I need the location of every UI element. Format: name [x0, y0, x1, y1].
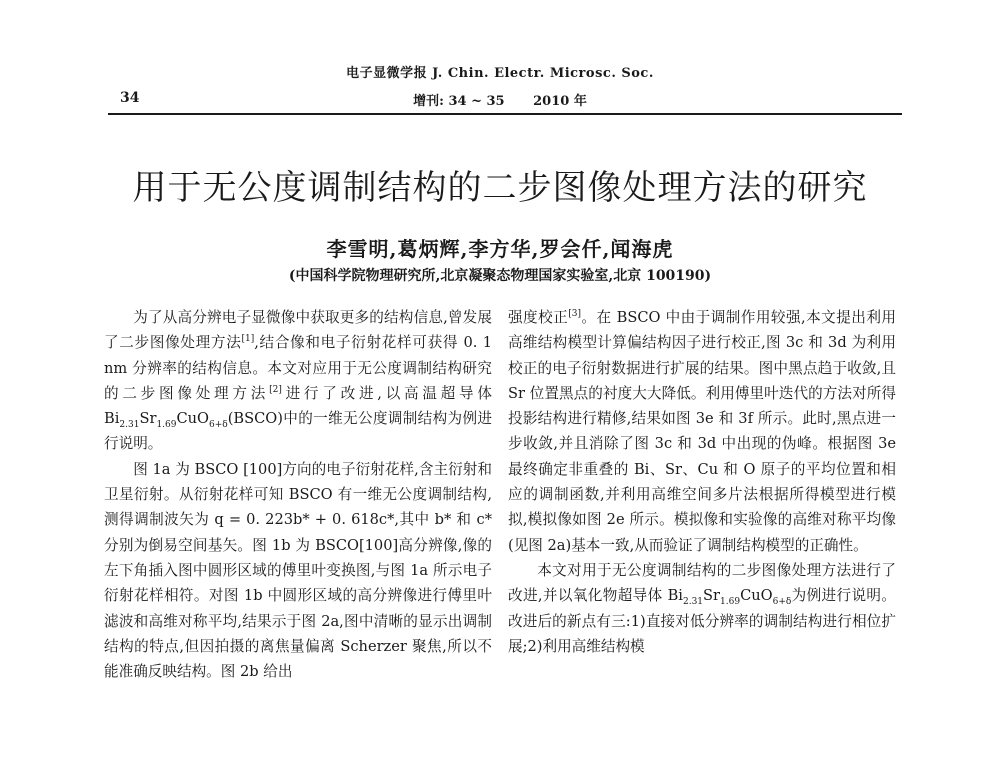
- text-run: Sr: [703, 587, 721, 605]
- paragraph-summary: [508, 558, 896, 659]
- text-run: Sr: [139, 410, 157, 428]
- subscript: 2.31: [119, 420, 140, 431]
- body-column-right: [508, 305, 896, 659]
- text-run: CuO: [740, 587, 773, 605]
- issue-year: 2010 年: [533, 94, 587, 109]
- text-run: 本文对用于无公度调制结构的二步图像处理方法进行了改进,并以氧化物超导体 Bi: [508, 561, 896, 605]
- affiliation: (中国科学院物理研究所,北京凝聚态物理国家实验室,北京 100190): [288, 268, 712, 284]
- page-number: 34: [120, 90, 140, 106]
- journal-name: 电子显微学报 J. Chin. Electr. Microsc. Soc.: [346, 66, 654, 81]
- header-rule: [108, 113, 902, 115]
- issue-info: [0, 90, 1000, 109]
- issue-pages: 增刊: 34 ~ 35: [413, 94, 505, 109]
- text-run: 为了从高分辨电子显微像中获取更多的结构信息,曾发展了二步图像处理方法: [104, 309, 492, 352]
- text-run: 进行了改进,以高温超导体 Bi: [104, 384, 492, 428]
- text-run: 。在 BSCO 中由于调制作用较强,本文提出利用高维结构模型计算偏结构因子进行校正,图 3c 和 3d 为利用校正的电子衍射数据进行扩展的结果。图中黑点趋于收敛,且 Sr 位置黑点的衬度大大降低。利用傅里叶迭代的方法对所得投影结构进行精修,结果如图 3e 和 3f 所示。此时,黑点进一步收敛,并且消除了图 3c 和 3d 中出现的伪峰。根据图 3e 最终确定非重叠的 Bi、Sr、Cu 和 O 原子的平均位置和相应的调制函数,并利用高维空间多片法根据所得模型进行模拟,模拟像如图 2e 所示。模拟像和实验像的高维对称平均像(见图 2a)基本一致,从而验证了调制结构模型的正确性。: [508, 309, 896, 554]
- paragraph-continued: [508, 305, 896, 558]
- subscript: 6+δ: [209, 420, 228, 431]
- citation-1: [1]: [241, 334, 255, 345]
- subscript: 1.69: [156, 420, 177, 431]
- body-column-left: [104, 305, 492, 684]
- paragraph-diffraction: 图 1a 为 BSCO [100]方向的电子衍射花样,含主衍射和卫星衍射。从衍射花样可知 BSCO 有一维无公度调制结构,测得调制波矢为 q = 0. 223b* + 0. 618c*,其中 b* 和 c* 分别为倒易空间基矢。图 1b 为 BSCO[100]高分辨像,像的左下角插入图中圆形区域的傅里叶变换图,与图 1a 所示电子衍射花样相符。对图 1b 中圆形区域的高分辨像进行傅里叶滤波和高维对称平均,结果示于图 2a,图中清晰的显示出调制结构的特点,但因拍摄的离焦量偏离 Scherzer 聚焦,所以不能准确反映结构。图 2b 给出: [104, 460, 492, 681]
- subscript: 6+δ: [772, 597, 792, 608]
- text-run: (BSCO)中的一维无公度调制结构为例进行说明。: [104, 410, 492, 453]
- subscript: 2.31: [682, 597, 704, 608]
- subscript: 1.69: [720, 597, 741, 608]
- text-run: 为例进行说明。改进后的新点有三:1)直接对低分辨率的调制结构进行相位扩展;2)利用高维结构模: [508, 587, 896, 655]
- citation-3: [3]: [568, 309, 581, 320]
- text-run: 强度校正: [508, 309, 569, 326]
- paragraph-intro: [104, 305, 492, 457]
- citation-2: [2]: [269, 385, 282, 396]
- text-run: CuO: [176, 410, 210, 428]
- text-run: ,结合像和电子衍射花样可获得 0. 1 nm 分辨率的结构信息。本文对应用于无公度调制结构研究的二步图像处理方法: [104, 334, 492, 402]
- author-list: 李雪明,葛炳辉,李方华,罗会仟,闻海虎: [326, 237, 674, 261]
- article-title: 用于无公度调制结构的二步图像处理方法的研究: [132, 168, 868, 208]
